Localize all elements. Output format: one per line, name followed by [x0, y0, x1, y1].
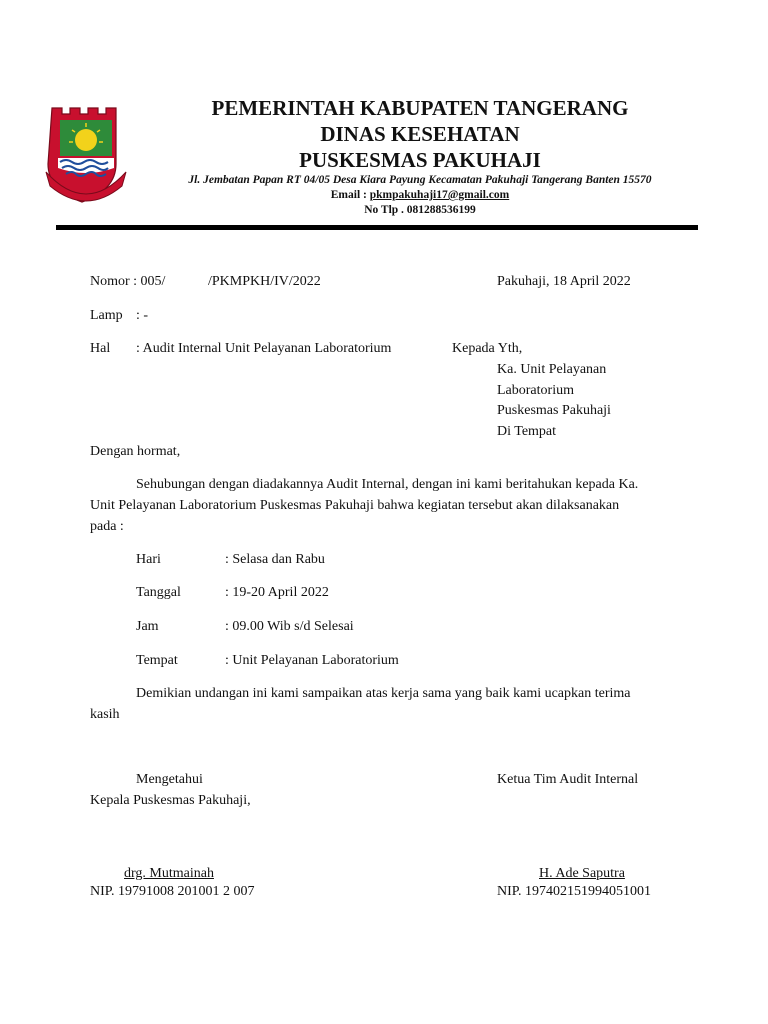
salutation: Dengan hormat,	[90, 444, 181, 459]
place-date: Pakuhaji, 18 April 2022	[497, 274, 631, 289]
detail-label-hari: Hari	[136, 552, 161, 567]
detail-label-jam: Jam	[136, 619, 159, 634]
right-signatory-nip: NIP. 197402151994051001	[497, 884, 652, 899]
detail-value-jam: : 09.00 Wib s/d Selesai	[225, 619, 354, 634]
detail-value-tempat: : Unit Pelayanan Laboratorium	[225, 653, 399, 668]
paragraph-1-line-1: Sehubungan dengan diadakannya Audit Internal, dengan ini kami beritahukan kepada Ka.	[136, 477, 639, 492]
detail-label-tanggal: Tanggal	[136, 585, 181, 600]
nomor-label: Nomor : 005/	[90, 274, 166, 289]
paragraph-1-line-3: pada :	[90, 519, 124, 534]
recipient-line-4: Di Tempat	[497, 424, 557, 439]
email-link[interactable]: pkmpakuhaji17@gmail.com	[369, 189, 510, 201]
recipient-kepada: Kepada Yth,	[452, 341, 523, 356]
left-signature-title-1: Mengetahui	[136, 772, 203, 787]
right-signature-title: Ketua Tim Audit Internal	[497, 772, 639, 787]
paragraph-1-line-2: Unit Pelayanan Laboratorium Puskesmas Pakuhaji bahwa kegiatan tersebut akan dilaksanakan	[90, 498, 620, 513]
letterhead-line-puskesmas: PUSKESMAS PAKUHAJI	[299, 148, 541, 172]
letterhead-line-agency: DINAS KESEHATAN	[320, 122, 520, 146]
right-signatory-name: H. Ade Saputra	[539, 866, 625, 881]
letterhead-line-government: PEMERINTAH KABUPATEN TANGERANG	[211, 96, 629, 120]
closing-line-1: Demikian undangan ini kami sampaikan atas kerja sama yang baik kami ucapkan terima	[136, 686, 631, 701]
recipient-line-3: Puskesmas Pakuhaji	[497, 403, 611, 418]
email-label: Email :	[330, 189, 370, 201]
left-signatory-name: drg. Mutmainah	[124, 866, 214, 881]
letterhead-divider	[56, 225, 698, 230]
hal-label: Hal	[90, 341, 111, 356]
closing-line-2: kasih	[90, 707, 120, 722]
hal-value: : Audit Internal Unit Pelayanan Laboratorium	[136, 341, 392, 356]
detail-value-tanggal: : 19-20 April 2022	[225, 585, 329, 600]
letterhead-address: Jl. Jembatan Papan RT 04/05 Desa Kiara Payung Kecamatan Pakuhaji Tangerang Banten 15570	[188, 174, 652, 186]
lamp-label: Lamp	[90, 308, 123, 323]
letterhead-phone: No Tlp . 081288536199	[364, 204, 476, 216]
recipient-line-2: Laboratorium	[497, 383, 574, 398]
nomor-code: /PKMPKH/IV/2022	[208, 274, 321, 289]
tangerang-regency-logo-icon	[44, 102, 128, 206]
detail-value-hari: : Selasa dan Rabu	[225, 552, 325, 567]
detail-label-tempat: Tempat	[136, 653, 178, 668]
lamp-value: : -	[136, 308, 149, 323]
recipient-line-1: Ka. Unit Pelayanan	[497, 362, 607, 377]
left-signature-title-2: Kepala Puskesmas Pakuhaji,	[90, 793, 251, 808]
left-signatory-nip: NIP. 19791008 201001 2 007	[90, 884, 255, 899]
letterhead-email-line	[130, 189, 710, 201]
